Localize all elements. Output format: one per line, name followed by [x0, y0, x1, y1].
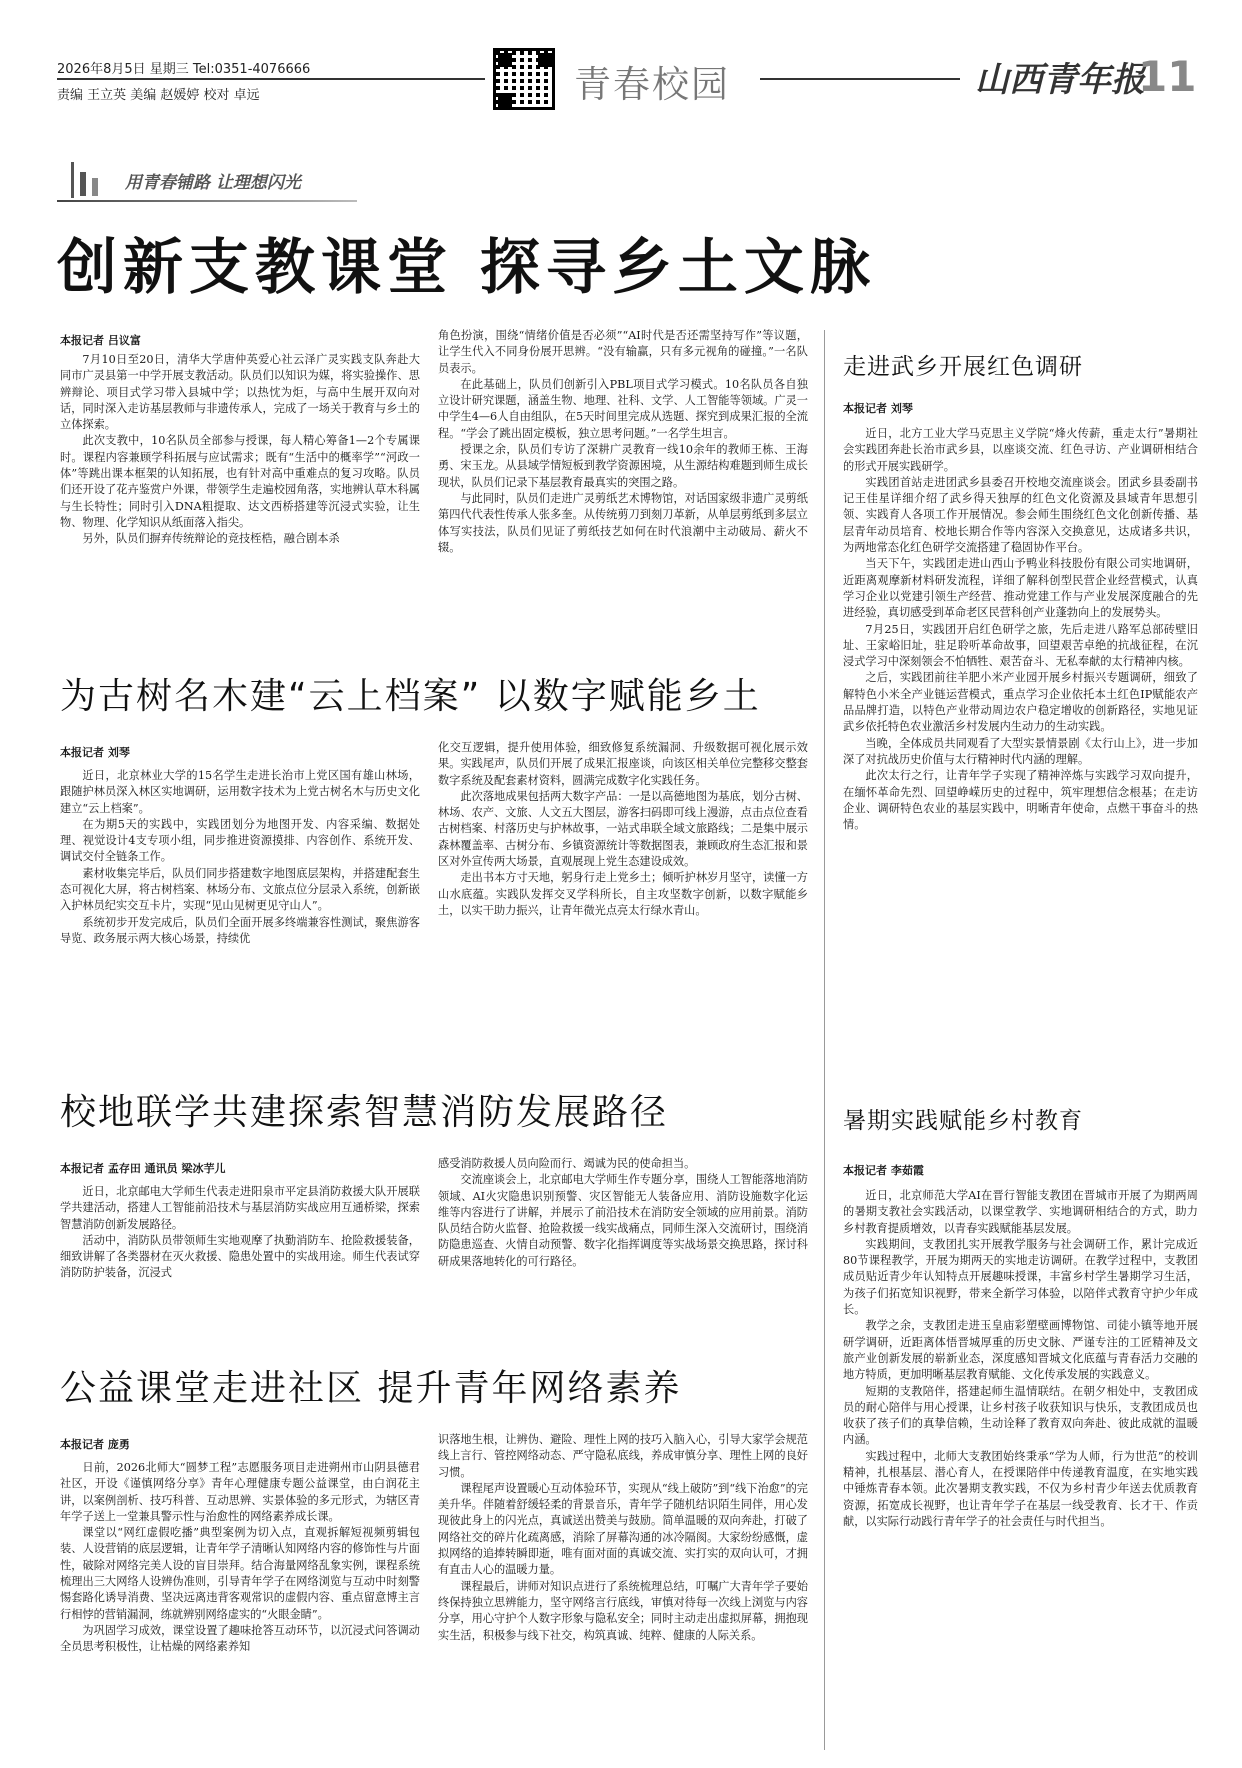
- paragraph: 此次太行之行，让青年学子实现了精神淬炼与实践学习双向提升，在缅怀革命先烈、回望峥嵘历史的过程中，筑牢理想信念根基；在走访企业、调研特色农业的基层实践中，明晰青年使命，点燃干事奋斗的热情。: [843, 769, 1198, 832]
- article5-title: 走进武乡开展红色调研: [843, 354, 1083, 380]
- masthead-editors: 责编 王立英 美编 赵媛婷 校对 卓远: [57, 88, 260, 103]
- paragraph: 近日，北京林业大学的15名学生走进长治市上党区国有雄山林场，跟随护林员深入林区实地调研，运用数字技术为上党古树名木与历史文化建立“云上档案”。: [60, 769, 420, 815]
- paragraph: 感受消防救援人员向险而行、竭诚为民的使命担当。: [438, 1157, 696, 1170]
- paragraph: 实践过程中，北师大支教团始终秉承“学为人师，行为世范”的校训精神，扎根基层、潜心育人，在授课陪伴中传递教育温度，在实地实践中锤炼青春本领。此次暑期支教实践，不仅为乡村青少年送去优质教育资源，拓宽成长视野，也让青年学子在基层一线受教育、长才干、作贡献，以实际行动践行青年学子的社会责任与时代担当。: [843, 1449, 1198, 1528]
- article5-byline: 本报记者 刘琴: [843, 402, 913, 415]
- paragraph: 近日，北方工业大学马克思主义学院“烽火传薪，重走太行”暑期社会实践团奔赴长治市武乡县，以座谈交流、红色寻访、产业调研相结合的形式开展实践研学。: [843, 427, 1198, 473]
- article2-column1: [60, 768, 420, 1078]
- article3-column2: [438, 1156, 808, 1334]
- article6-byline: 本报记者 李茹霞: [843, 1164, 924, 1177]
- paragraph: 为巩固学习成效，课堂设置了趣味抢答互动环节，以沉浸式问答调动全员思考积极性，让枯燥的网络素养知: [60, 1623, 420, 1654]
- paragraph: 实践团首站走进团武乡县委召开校地交流座谈会。团武乡县委副书记王佳星详细介绍了武乡得天独厚的红色文化资源及县域青年思想引领、实践育人各项工作开展情况。参会师生围绕红色文化创新传播、基层青年动员培育、校地长期合作等内容深入交换意见，达成诸多共识，为两地常态化红色研学交流搭建了稳固协作平台。: [843, 475, 1198, 555]
- paragraph: 另外，队员们摒弃传统辩论的竞技桎梏，融合剧本杀: [82, 532, 340, 546]
- article6-title: 暑期实践赋能乡村教育: [843, 1108, 1083, 1134]
- paragraph: 交流座谈会上，北京邮电大学师生作专题分享，围绕人工智能落地消防领域、AI火灾隐患识别预警、灾区智能无人装备应用、消防设施数字化运维等内容进行了讲解，并展示了前沿技术在消防安全领域的应用前景。消防队员结合防火监督、抢险救援一线实战痛点，同师生深入交流研讨，围绕消防隐患巡查、火情自动预警、数字化指挥调度等实战场景交换思路，探讨科研成果落地转化的可行路径。: [438, 1173, 808, 1268]
- article4-column2: [438, 1432, 808, 1760]
- paragraph: 在此基础上，队员们创新引入PBL项目式学习模式。10名队员各自独立设计研究课题，涵盖生物、地理、社科、文学、人工智能等领域。广灵一中学生4—6人自由组队，在5天时间里完成从选题、探究到成果汇报的全流程。“学会了跳出固定模板，独立思考问题。”一名学生坦言。: [438, 377, 808, 440]
- masthead-date: 2026年8月5日 星期三 Tel:0351-4076666: [57, 62, 311, 77]
- article2-column2: [438, 740, 808, 1070]
- paragraph: 授课之余，队员们专访了深耕广灵教育一线10余年的教师王栋、王海勇、宋玉龙。从县域学情短板到教学资源困境，从生源结构难题到师生成长现状，队员们记录下基层教育最真实的突围之路。: [438, 443, 808, 489]
- paragraph: 在为期5天的实践中，实践团划分为地图开发、内容采编、数据处理、视觉设计4支专项小组，同步推进资源摸排、内容创作、系统开发、调试交付全链条工作。: [60, 817, 420, 864]
- paragraph: 角色扮演，围绕“情绪价值是否必须”“AI时代是否还需坚持写作”等议题，让学生代入不同身份展开思辨。“没有输赢，只有多元视角的碰撞。”一名队员表示。: [438, 329, 808, 375]
- paragraph: 当天下午，实践团走进山西山予鸭业科技股份有限公司实地调研，近距离观摩新材料研发流程，详细了解科创型民营企业经营模式，认真学习企业以党建引领生产经营、推动党建工作与产业发展深度融合的先进经验，真切感受到革命老区民营科创产业蓬勃向上的发展势头。: [843, 557, 1198, 620]
- paper-logo: 山西青年报: [975, 60, 1145, 100]
- article4-byline: 本报记者 庞勇: [60, 1438, 130, 1451]
- paragraph: 系统初步开发完成后，队员们全面开展多终端兼容性测试，聚焦游客导览、政务展示两大核心场景，持续优: [60, 915, 420, 945]
- paragraph: 近日，北京邮电大学师生代表走进阳泉市平定县消防救援大队开展联学共建活动，搭建人工智能前沿技术与基层消防实战应用互通桥梁，探索智慧消防创新发展路径。: [60, 1185, 420, 1231]
- paragraph: 活动中，消防队员带领师生实地观摩了执勤消防车、抢险救援装备，细致讲解了各类器材在灭火救援、隐患处置中的实战用途。师生代表试穿消防防护装备，沉浸式: [60, 1233, 420, 1280]
- slogan-text: 用青春铺路 让理想闪光: [125, 173, 301, 193]
- paragraph: 教学之余，支教团走进玉皇庙彩塑壁画博物馆、司徒小镇等地开展研学调研，近距离体悟晋城厚重的历史文脉、严谨专注的工匠精神及文旅产业创新发展的崭新业态，深度感知晋城文化底蕴与青春活力交融的地方特质，更加明晰基层教育赋能、文化传承发展的实践意义。: [843, 1319, 1198, 1382]
- article5-column: [843, 426, 1198, 1076]
- article1-column1: [60, 352, 420, 640]
- paragraph: 识落地生根，让辨伪、避险、理性上网的技巧入脑入心，引导大家学会规范线上言行、管控网络动态、严守隐私底线，养成审慎分享、理性上网的良好习惯。: [438, 1433, 808, 1479]
- paragraph: 实践期间，支教团扎实开展教学服务与社会调研工作，累计完成近80节课程教学，开展为期两天的实地走访调研。在教学过程中，支教团成员贴近青少年认知特点开展趣味授课，丰富乡村学生暑期学习生活，为孩子们拓宽知识视野，带来全新学习体验，以陪伴式教育守护少年成长。: [843, 1237, 1198, 1317]
- paragraph: 7月25日，实践团开启红色研学之旅，先后走进八路军总部砖壁旧址、王家峪旧址，驻足聆听革命故事，回望艰苦卓绝的抗战征程，在沉浸式学习中深刻领会不怕牺牲、艰苦奋斗、无私奉献的太行精神内核。: [843, 622, 1198, 669]
- masthead-rule-left: [57, 78, 485, 80]
- paragraph: 短期的支教陪伴，搭建起师生温情联结。在朝夕相处中，支教团成员的耐心陪伴与用心授课，让乡村孩子收获知识与快乐，支教团成员也收获了孩子们的真挚信赖，生动诠释了教育双向奔赴、彼此成就的温暖内涵。: [843, 1384, 1198, 1447]
- paragraph: 与此同时，队员们走进广灵剪纸艺术博物馆，对话国家级非遗广灵剪纸第四代代表性传承人张多奎。从传统剪刀到刻刀革新，从单层剪纸到多层立体写实技法，队员们见证了剪纸技艺如何在时代浪潮中主动破局、薪火不辍。: [438, 491, 808, 554]
- paragraph: 7月10日至20日，清华大学唐仲英爱心社云泽广灵实践支队奔赴大同市广灵县第一中学开展支教活动。队员们以知识为媒，将实验操作、思辨辩论、项目式学习带入县城中学；以热忱为炬，与高中生展开双向对话，同时深入走访基层教师与非遗传承人，完成了一场关于教育与乡土的立体探索。: [60, 353, 420, 432]
- article6-column: [843, 1188, 1198, 1758]
- paragraph: 课程最后，讲师对知识点进行了系统梳理总结，叮嘱广大青年学子要始终保持独立思辨能力，坚守网络言行底线，审慎对待每一次线上浏览与内容分享，用心守护个人数字形象与隐私安全；同时主动走出虚拟屏幕，拥抱现实生活，积极参与线下社交，构筑真诚、纯粹、健康的人际关系。: [438, 1579, 808, 1642]
- paragraph: 课程尾声设置暖心互动体验环节，实现从“线上破防”到“线下治愈”的完美升华。伴随着舒缓轻柔的背景音乐，青年学子随机结识陌生同伴，用心发现彼此身上的闪光点，真诚送出赞美与鼓励。简单温暖的双向奔赴，打破了网络社交的碎片化疏离感，消除了屏幕沟通的冰冷隔阂。大家纷纷感慨，虚拟网络的追捧转瞬即逝，唯有面对面的真诚交流、实打实的双向认可，才拥有直击人心的温暖力量。: [438, 1481, 808, 1577]
- article3-byline: 本报记者 孟存田 通讯员 梁冰芋儿: [60, 1162, 226, 1175]
- paragraph: 走出书本方寸天地，躬身行走上党乡土；倾听护林岁月坚守，读懂一方山水底蕴。实践队发挥交叉学科所长，自主攻坚数字创新，以数字赋能乡土，以实干助力振兴，让青年微光点亮太行绿水青山。: [438, 871, 808, 917]
- main-title: 创新支教课堂 探寻乡土文脉: [57, 233, 876, 303]
- masthead-rule-right: [760, 78, 960, 80]
- article2-title: 为古树名木建“云上档案” 以数字赋能乡土: [60, 676, 761, 717]
- qr-code-icon: [493, 48, 555, 110]
- paragraph: 化交互逻辑，提升使用体验，细致修复系统漏洞、升级数据可视化展示效果。实践尾声，队员们开展了成果汇报座谈，向该区相关单位完整移交整套数字系统及配套素材资料，圆满完成数字化实践任务。: [438, 741, 808, 787]
- article3-column1: [60, 1184, 420, 1334]
- article4-title: 公益课堂走进社区 提升青年网络素养: [60, 1368, 682, 1409]
- paragraph: 当晚，全体成员共同观看了大型实景情景剧《太行山上》，进一步加深了对抗战历史价值与太行精神时代内涵的理解。: [843, 736, 1198, 766]
- paragraph: 近日，北京师范大学AI在晋行智能支教团在晋城市开展了为期两周的暑期支教社会实践活动，以课堂教学、实地调研相结合的方式，助力乡村教育提质增效，以青春实践赋能基层发展。: [843, 1189, 1198, 1235]
- page-number: 11: [1138, 52, 1197, 101]
- article3-title: 校地联学共建探索智慧消防发展路径: [60, 1092, 669, 1133]
- paragraph: 此次支教中，10名队员全部参与授课，每人精心筹备1—2个专属课时。课程内容兼顾学科拓展与应试需求；既有“生活中的概率学”“河政一体”等跳出课本框架的认知拓展，也有针对高中重难点的复习攻略。队员们还开设了花卉鉴赏户外课，带领学生走遍校园角落，实地辨认草木科属与生长特性；同时引入DNA粗提取、达文西桥搭建等沉浸式实验，让生物、物理、化学知识从纸面落入指尖。: [60, 434, 420, 529]
- paragraph: 素材收集完毕后，队员们同步搭建数字地图底层架构，并搭建配套生态可视化大屏，将古树档案、林场分布、文旅点位分层录入系统，创新嵌入护林员纪实交互卡片，实现“见山见树更见守山人”。: [60, 866, 420, 913]
- article4-column1: [60, 1460, 420, 1760]
- section-name: 青春校园: [574, 63, 730, 106]
- paragraph: 之后，实践团前往羊肥小米产业园开展乡村振兴专题调研，细致了解特色小米全产业链运营模式，重点学习企业依托本土红色IP赋能农产品品牌打造，以特色产业带动周边农户稳定增收的创新路径，实地见证武乡依托特色农业激活乡村发展内生动力的生动实践。: [843, 671, 1198, 734]
- article1-byline: 本报记者 吕议富: [60, 334, 141, 347]
- paragraph: 此次落地成果包括两大数字产品：一是以高德地图为基底，划分古树、林场、农产、文旅、人文五大图层，游客扫码即可线上漫游，点击点位查看古树档案、村落历史与护林故事，一站式串联全域文旅路线；二是集中展示森林覆盖率、古树分布、乡镇资源统计等数据图表，兼顾政府生态汇报和景区对外宣传两大场景，直观展现上党生态建设成效。: [438, 789, 808, 869]
- article2-byline: 本报记者 刘琴: [60, 746, 130, 759]
- building-icon: [71, 162, 111, 198]
- slogan-banner: [57, 158, 357, 202]
- slogan-underline: [57, 200, 357, 202]
- paragraph: 课堂以“网红虚假吃播”典型案例为切入点，直观拆解短视频剪辑包装、人设营销的底层逻辑，让青年学子清晰认知网络内容的修饰性与片面性，破除对网络完美人设的盲目崇拜。结合海量网络乱象实例，课程系统梳理出三大网络人设辨伪准则，引导青年学子在网络浏览与互动中时刻警惕套路化诱导消费、坚决远离违背客观常识的虚假内容、重点留意博主言行相悖的营销漏洞，练就辨别网络虚实的“火眼金睛”。: [60, 1526, 420, 1621]
- article1-column2: [438, 328, 808, 640]
- column-divider: [824, 330, 825, 1750]
- paragraph: 日前，2026北师大“圆梦工程”志愿服务项目走进朔州市山阴县德君社区，开设《谨慎网络分享》青年心理健康专题公益课堂，由白润花主讲，以案例剖析、技巧科普、互动思辨、实景体验的多元形式，为辖区青年学子送上一堂兼具警示性与治愈性的网络素养成长课。: [60, 1461, 420, 1523]
